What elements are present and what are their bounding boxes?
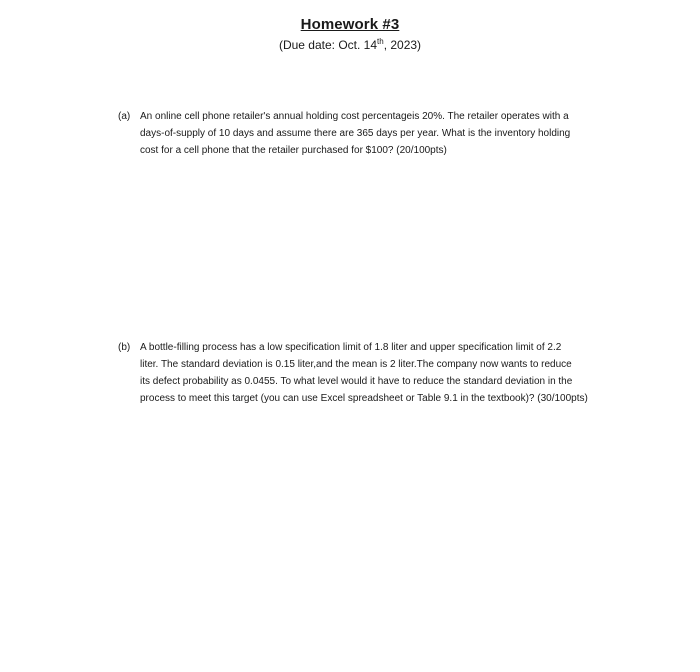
due-date-suffix: , 2023) <box>383 38 422 52</box>
due-date-prefix: (Due date: Oct. 14 <box>278 38 378 52</box>
due-date-superscript: th <box>377 37 384 46</box>
question-b-text: A bottle-filling process has a low specification limit of 1.8 liter and upper specification limit of 2.2 liter. The standard deviation is 0.15 liter,and the mean is 2 liter.The company now wants to reduce its defect probability as 0.0455. To what level would it have to reduce the standard deviation in the process to meet this target (you can use Excel spreadsheet or Table 9.1 in the textbook)? (30/100pts) <box>140 342 588 404</box>
document-title: Homework #3 <box>300 16 400 33</box>
question-a-label: (a) <box>118 111 131 122</box>
question-a <box>118 108 618 159</box>
question-b-label: (b) <box>118 342 131 353</box>
due-date <box>0 38 700 52</box>
question-a-text: An online cell phone retailer's annual holding cost percentageis 20%. The retailer operates with a days-of-supply of 10 days and assume there are 365 days per year. What is the inventory holding cost for a cell phone that the retailer purchased for $100? (20/100pts) <box>140 111 571 156</box>
question-b <box>118 339 618 407</box>
